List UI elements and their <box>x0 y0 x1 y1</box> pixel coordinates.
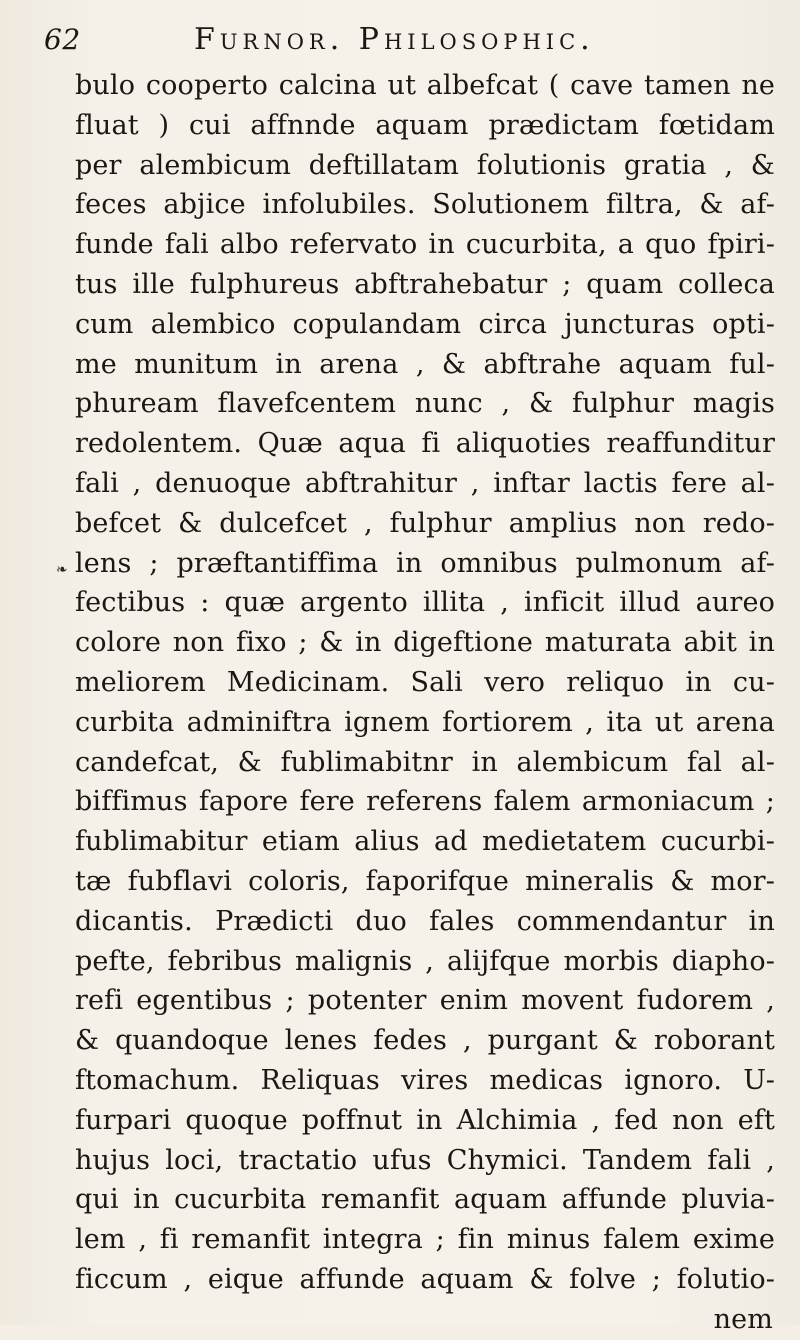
text-line: fluat ) cui affnnde aquam prædictam fœtidam <box>75 109 775 141</box>
text-line: lens ; præftantiffima in omnibus pulmonum af- <box>75 547 775 579</box>
text-block <box>75 66 775 1340</box>
text-line: biffimus fapore fere referens falem armoniacum ; <box>75 786 775 818</box>
text-line: fublimabitur etiam alius ad medietatem cucurbi- <box>75 826 775 858</box>
page-header <box>44 18 764 64</box>
text-line: tæ fubflavi coloris, faporifque mineralis & mor- <box>75 865 775 897</box>
text-line: meliorem Medicinam. Sali vero reliquo in cu- <box>75 666 775 698</box>
text-line: hujus loci, tractatio ufus Chymici. Tandem fali , <box>75 1144 775 1176</box>
text-line: dicantis. Prædicti duo fales commendantur in <box>75 905 775 937</box>
text-line: refi egentibus ; potenter enim movent fudorem , <box>75 985 775 1017</box>
text-line: curbita adminiftra ignem fortiorem , ita ut arena <box>75 706 775 738</box>
text-line: redolentem. Quæ aqua fi aliquoties reaffunditur <box>75 428 775 460</box>
text-line: colore non fixo ; & in digeftione maturata abit in <box>75 627 775 659</box>
text-line: befcet & dulcefcet , fulphur amplius non redo- <box>75 507 775 539</box>
text-line: fectibus : quæ argento illita , inficit illud aureo <box>75 587 775 619</box>
text-line: fali , denuoque abftrahitur , inftar lactis fere al- <box>75 467 775 499</box>
text-line: qui in cucurbita remanfit aquam affunde pluvia- <box>75 1184 775 1216</box>
text-line: lem , fi remanfit integra ; fin minus falem exime <box>75 1224 775 1256</box>
text-line: cum alembico copulandam circa juncturas opti- <box>75 308 775 340</box>
text-line: ficcum , eique affunde aquam & folve ; folutio- <box>75 1263 775 1295</box>
text-line: nem <box>713 1303 773 1335</box>
text-line: candefcat, & fublimabitnr in alembicum fal al- <box>75 746 775 778</box>
text-line: ftomachum. Reliquas vires medicas ignoro. U- <box>75 1064 775 1096</box>
text-line: tus ille fulphureus abftrahebatur ; quam colleca <box>75 268 775 300</box>
text-line: phuream flavefcentem nunc , & fulphur magis <box>75 388 775 420</box>
text-line: & quandoque lenes fedes , purgant & roborant <box>75 1025 775 1057</box>
running-head: Furnor. Philosophic. <box>194 22 595 57</box>
text-line: funde fali albo refervato in cucurbita, a quo fpiri- <box>75 229 775 261</box>
text-line: feces abjice infolubiles. Solutionem filtra, & af- <box>75 189 775 221</box>
text-line: pefte, febribus malignis , alijfque morbis diapho- <box>75 945 775 977</box>
text-line: per alembicum deftillatam folutionis gratia , & <box>75 149 775 181</box>
text-line: me munitum in arena , & abftrahe aquam ful- <box>75 348 775 380</box>
page-number: 62 <box>44 23 81 56</box>
margin-mark: ❧ <box>56 562 68 578</box>
text-line: bulo cooperto calcina ut albefcat ( cave tamen ne <box>75 70 775 101</box>
text-line: furpari quoque poffnut in Alchimia , fed non eft <box>75 1104 775 1136</box>
